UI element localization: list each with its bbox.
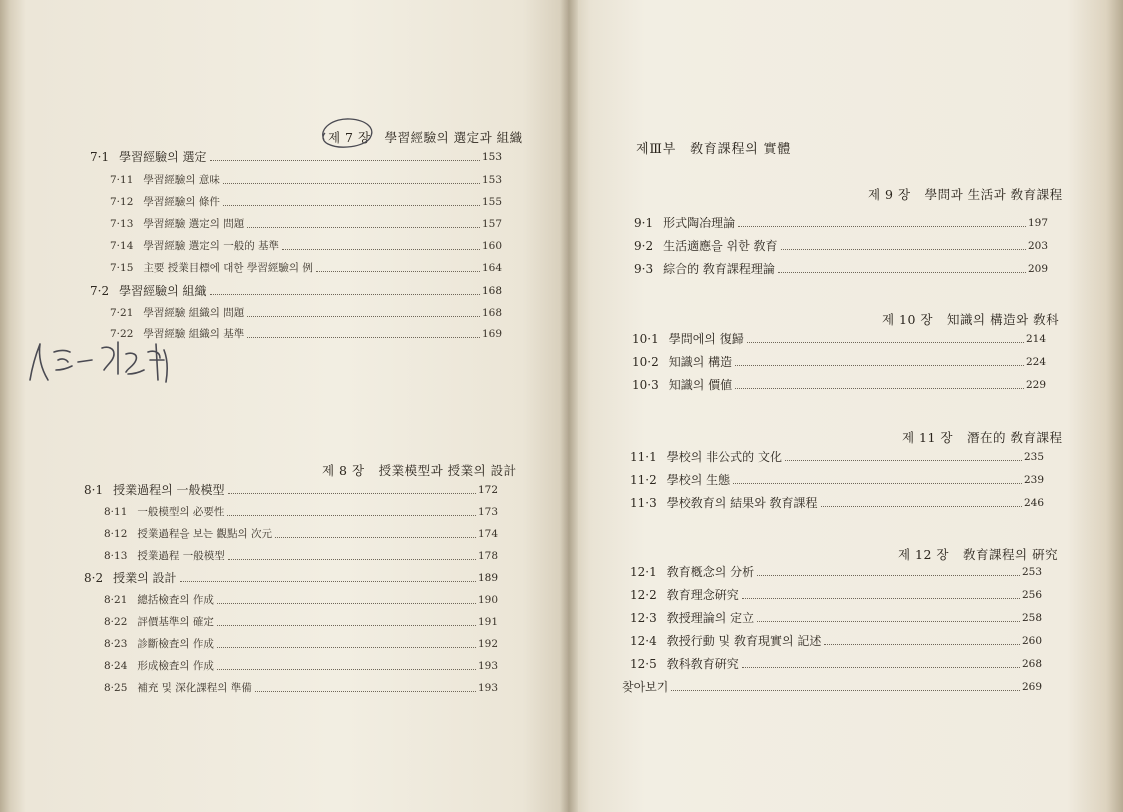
leader-dots	[247, 337, 480, 338]
section-title: 學習經驗 選定의 問題	[143, 218, 245, 230]
section-title: 授業過程 一般模型	[137, 550, 225, 562]
section-title: 學校의 非公式的 文化	[666, 450, 782, 464]
page-number: 193	[477, 682, 498, 694]
section-title: 總括檢査의 作成	[137, 594, 214, 606]
section-number: 7·11	[110, 174, 134, 186]
chapter-7-title: 學習經驗의 選定과 組織	[384, 130, 523, 145]
section-title: 敎授行動 및 敎育現實의 記述	[666, 634, 822, 648]
page-number: 157	[481, 218, 502, 230]
page-number: 169	[481, 328, 502, 340]
leader-dots	[217, 603, 476, 604]
section-number: 11·2	[630, 473, 657, 487]
page-number: 173	[477, 506, 498, 518]
leader-dots	[282, 249, 480, 250]
chapter-9-title: 學問과 生活과 敎育課程	[924, 187, 1063, 202]
section-title: 形成檢査의 作成	[137, 660, 214, 672]
section-title: 評價基準의 確定	[137, 616, 214, 628]
toc-row	[84, 483, 498, 497]
leader-dots	[247, 316, 480, 317]
toc-row	[632, 332, 1046, 346]
chapter-11-heading	[902, 428, 1063, 446]
chapter-11-number: 제 11 장	[902, 430, 954, 445]
page-number: 172	[477, 484, 498, 496]
pencil-circle-mark	[316, 114, 376, 152]
toc-row	[110, 239, 502, 253]
leader-dots	[821, 506, 1022, 507]
chapter-9-heading	[868, 185, 1063, 203]
toc-row	[84, 571, 498, 585]
section-number: 9·2	[634, 239, 654, 253]
section-title: 學習經驗의 意味	[143, 174, 220, 186]
section-number: 12·3	[630, 611, 657, 625]
leader-dots	[738, 226, 1026, 227]
index-title: 찾아보기	[622, 680, 669, 694]
section-title: 學習經驗의 條件	[143, 196, 220, 208]
chapter-8-title: 授業模型과 授業의 設計	[378, 463, 517, 478]
toc-row	[90, 284, 502, 298]
section-number: 7·12	[110, 196, 134, 208]
section-number: 10·1	[632, 332, 659, 346]
page-number: 168	[481, 285, 502, 297]
leader-dots	[210, 294, 480, 295]
section-title: 敎授理論의 定立	[666, 611, 755, 625]
toc-row	[110, 195, 502, 209]
toc-row	[110, 217, 502, 231]
leader-dots	[316, 271, 480, 272]
section-number: 8·24	[104, 660, 128, 672]
leader-dots	[757, 575, 1020, 576]
section-number: 10·3	[632, 378, 659, 392]
toc-row	[110, 173, 502, 187]
section-number: 12·4	[630, 634, 657, 648]
toc-row	[632, 378, 1046, 392]
page-number: 192	[477, 638, 498, 650]
chapter-10-heading	[882, 310, 1059, 328]
leader-dots	[217, 669, 476, 670]
leader-dots	[217, 625, 476, 626]
page-number: 253	[1021, 566, 1042, 578]
page-number: 190	[477, 594, 498, 606]
section-number: 11·1	[630, 450, 657, 464]
section-number: 9·3	[634, 262, 654, 276]
leader-dots	[778, 272, 1026, 273]
toc-row	[110, 261, 502, 275]
page-number: 168	[481, 307, 502, 319]
section-number: 8·11	[104, 506, 128, 518]
page-number: 224	[1025, 356, 1046, 368]
page-number: 174	[477, 528, 498, 540]
toc-row	[630, 473, 1044, 487]
section-title: 形式陶冶理論	[663, 216, 736, 230]
leader-dots	[275, 537, 476, 538]
section-title: 主要 授業目標에 대한 學習經驗의 例	[143, 262, 313, 274]
page-number: 191	[477, 616, 498, 628]
section-title: 授業過程의 一般模型	[113, 483, 225, 497]
page-number: 229	[1025, 379, 1046, 391]
section-number: 8·21	[104, 594, 128, 606]
chapter-8-number: 제 8 장	[322, 463, 365, 478]
section-title: 學習經驗 組織의 基準	[143, 328, 245, 340]
leader-dots	[223, 183, 480, 184]
section-title: 綜合的 敎育課程理論	[663, 262, 775, 276]
section-number: 7·22	[110, 328, 134, 340]
section-number: 10·2	[632, 355, 659, 369]
section-number: 8·2	[84, 571, 104, 585]
section-title: 學校敎育의 結果와 敎育課程	[666, 496, 818, 510]
page-number: 153	[481, 151, 502, 163]
chapter-10-title: 知識의 構造와 敎科	[947, 312, 1060, 327]
leader-dots	[824, 644, 1020, 645]
toc-row	[104, 637, 498, 651]
leader-dots	[180, 581, 476, 582]
section-title: 學習經驗 選定의 一般的 基準	[143, 240, 280, 252]
leader-dots	[735, 388, 1024, 389]
toc-row	[104, 549, 498, 563]
section-title: 診斷檢査의 作成	[137, 638, 214, 650]
leader-dots	[228, 559, 476, 560]
chapter-7-number: 제 7 장	[328, 130, 371, 145]
section-title: 敎育槪念의 分析	[666, 565, 755, 579]
page-number: 160	[481, 240, 502, 252]
section-title: 知識의 價値	[668, 378, 733, 392]
section-number: 8·22	[104, 616, 128, 628]
section-title: 學校의 生態	[666, 473, 731, 487]
chapter-12-number: 제 12 장	[898, 547, 950, 562]
toc-row	[104, 681, 498, 695]
toc-row	[104, 505, 498, 519]
section-number: 12·5	[630, 657, 657, 671]
toc-row	[630, 565, 1042, 579]
toc-row	[630, 634, 1042, 648]
section-number: 11·3	[630, 496, 657, 510]
section-title: 敎科敎育硏究	[666, 657, 739, 671]
section-number: 7·2	[90, 284, 110, 298]
toc-row	[634, 216, 1048, 230]
toc-row	[634, 262, 1048, 276]
leader-dots	[217, 647, 476, 648]
page-number: 214	[1025, 333, 1046, 345]
part-3-number: 제Ⅲ부	[636, 142, 677, 157]
page-number: 203	[1027, 240, 1048, 252]
leader-dots	[757, 621, 1020, 622]
page-number: 239	[1023, 474, 1044, 486]
toc-row	[630, 611, 1042, 625]
section-number: 7·14	[110, 240, 134, 252]
pencil-handwriting	[18, 330, 188, 400]
page-number: 193	[477, 660, 498, 672]
section-number: 8·23	[104, 638, 128, 650]
leader-dots	[785, 460, 1022, 461]
section-number: 7·15	[110, 262, 134, 274]
chapter-10-number: 제 10 장	[882, 312, 934, 327]
page-number: 258	[1021, 612, 1042, 624]
leader-dots	[210, 160, 480, 161]
section-number: 7·13	[110, 218, 134, 230]
toc-row	[104, 659, 498, 673]
page-number: 155	[481, 196, 502, 208]
part-3-title: 敎育課程의 實體	[690, 142, 792, 157]
chapter-12-heading	[898, 545, 1058, 563]
toc-row	[630, 496, 1044, 510]
page-number: 246	[1023, 497, 1044, 509]
leader-dots	[742, 667, 1020, 668]
section-number: 8·25	[104, 682, 128, 694]
section-number: 8·1	[84, 483, 104, 497]
section-title: 授業過程을 보는 觀點의 次元	[137, 528, 272, 540]
leader-dots	[671, 690, 1020, 691]
section-number: 8·12	[104, 528, 128, 540]
leader-dots	[747, 342, 1024, 343]
toc-row	[630, 588, 1042, 602]
page-number: 189	[477, 572, 498, 584]
leader-dots	[255, 691, 476, 692]
toc-row	[630, 450, 1044, 464]
page-number: 260	[1021, 635, 1042, 647]
section-title: 知識의 構造	[668, 355, 733, 369]
section-number: 7·1	[90, 150, 110, 164]
page-number: 268	[1021, 658, 1042, 670]
section-number: 8·13	[104, 550, 128, 562]
leader-dots	[247, 227, 480, 228]
section-title: 學習經驗의 選定	[119, 150, 207, 164]
section-title: 一般模型의 必要性	[137, 506, 225, 518]
page-number: 164	[481, 262, 502, 274]
section-number: 12·1	[630, 565, 657, 579]
page-number: 209	[1027, 263, 1048, 275]
toc-row	[630, 657, 1042, 671]
part-3-heading	[636, 138, 791, 157]
leader-dots	[733, 483, 1022, 484]
toc-row	[634, 239, 1048, 253]
section-title: 學習經驗 組織의 問題	[143, 307, 245, 319]
toc-row	[110, 306, 502, 320]
toc-row	[104, 615, 498, 629]
leader-dots	[228, 493, 476, 494]
leader-dots	[223, 205, 480, 206]
leader-dots	[742, 598, 1020, 599]
section-title: 學問에의 復歸	[668, 332, 744, 346]
page-number: 153	[481, 174, 502, 186]
page-number: 269	[1021, 681, 1042, 693]
section-title: 敎育理念硏究	[666, 588, 739, 602]
section-title: 授業의 設計	[113, 571, 177, 585]
section-number: 7·21	[110, 307, 134, 319]
section-number: 9·1	[634, 216, 654, 230]
toc-row	[104, 527, 498, 541]
book-gutter-shadow	[560, 0, 578, 812]
section-number: 12·2	[630, 588, 657, 602]
leader-dots	[781, 249, 1026, 250]
toc-row	[632, 355, 1046, 369]
chapter-11-title: 潛在的 敎育課程	[967, 430, 1063, 445]
section-title: 學習經驗의 組織	[119, 284, 207, 298]
toc-row	[104, 593, 498, 607]
chapter-9-number: 제 9 장	[868, 187, 911, 202]
leader-dots	[227, 515, 476, 516]
page-number: 256	[1021, 589, 1042, 601]
section-title: 生活適應을 위한 敎育	[663, 239, 778, 253]
page-number: 235	[1023, 451, 1044, 463]
page-number: 178	[477, 550, 498, 562]
chapter-8-heading	[322, 461, 517, 479]
section-title: 補充 및 深化課程의 準備	[137, 682, 252, 694]
toc-row	[90, 150, 502, 164]
toc-row-index	[622, 680, 1042, 694]
right-page	[568, 0, 1123, 812]
leader-dots	[735, 365, 1024, 366]
chapter-12-title: 敎育課程의 硏究	[963, 547, 1059, 562]
page-number: 197	[1027, 217, 1048, 229]
